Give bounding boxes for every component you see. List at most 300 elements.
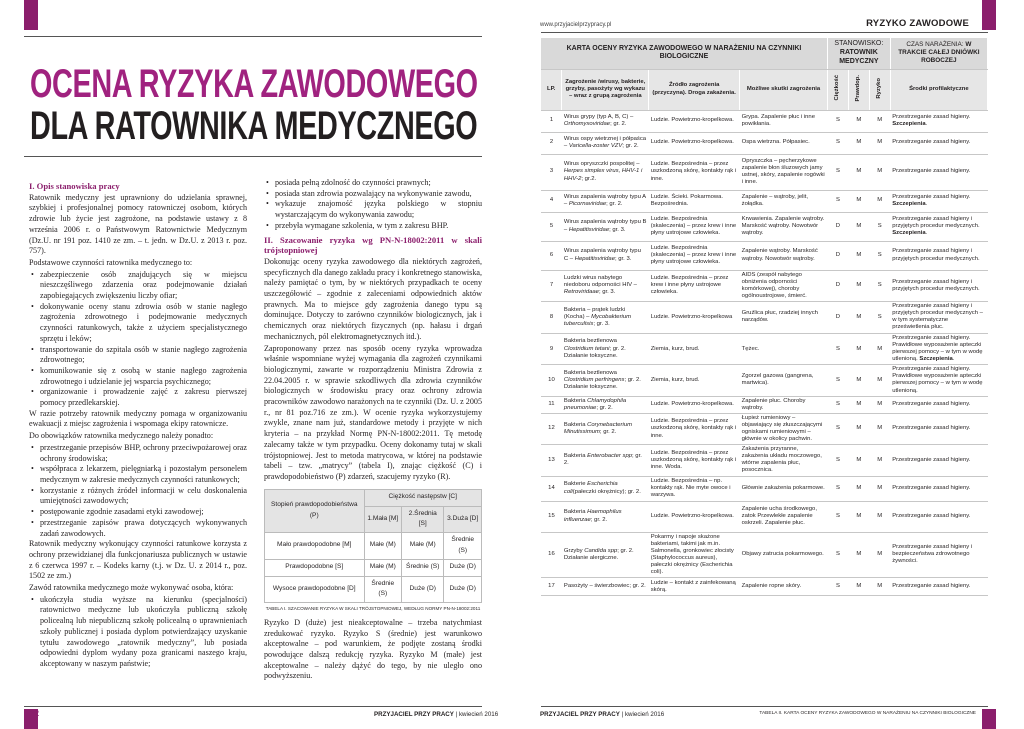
hazard-cell <box>562 396 649 413</box>
prevention-text: Przestrzeganie zasad higieny. Prawidłowe wyposażenie apteczki pierwszej pomocy – w tym w wodę utlenioną. <box>892 334 983 363</box>
probability-cell: M <box>848 578 869 596</box>
row-number: 5 <box>541 212 562 241</box>
risk-label: Ryzyko <box>876 77 883 99</box>
hazard-group: ; gr. 2. <box>563 453 642 467</box>
hazard-cell <box>562 212 649 241</box>
matrix-row-label: Mało prawdopodobne [M] <box>265 533 365 559</box>
matrix-cell: Małe (M) <box>402 533 444 559</box>
hazard-text: Bakteria <box>563 453 588 460</box>
col-head-lp: LP. <box>541 69 562 110</box>
effects-cell: Gruźlica płuc, rzadziej innych narządów. <box>740 301 828 333</box>
prevention-text: Przestrzeganie zasad higieny. <box>892 168 971 175</box>
source-cell: Ludzie. Bezpośrednia (skaleczenia) – przez krew i inne płyny ustrojowe człowieka. <box>649 241 740 270</box>
website-url: www.przyjacielprzypracy.pl <box>540 22 612 28</box>
text-column-2 <box>264 178 482 703</box>
source-cell: Ludzie. Powietrzno-kropelkowa. <box>649 501 740 532</box>
bullet-item: • komunikowanie się z osobą w stanie nagłego zagrożenia zdrowotnego i udzielanie jej wsparcia psychicznego; <box>29 366 247 387</box>
risk-cell: M <box>869 396 890 413</box>
footer-magazine: PRZYJACIEL PRZY PRACY <box>540 711 620 718</box>
table-row <box>541 270 988 301</box>
hazard-text: Wirus zapalenia wątroby typu A – <box>563 193 646 207</box>
hazard-group: ; gr. 2. <box>606 201 623 207</box>
severity-cell: S <box>827 132 848 154</box>
hazard-species: Mycobakterium tuberculisis <box>563 313 632 327</box>
matrix-col-head: 1.Mała [M] <box>364 506 402 532</box>
matrix-col-head: 2.Średnia [S] <box>402 506 444 532</box>
matrix-cell: Średnie (S) <box>364 576 402 602</box>
source-cell: Ludzie. Bezpośrednia – przez uszkodzoną skórę, kontakty rąk i inne. Woda. <box>649 445 740 476</box>
hazard-group: ; gr. 2. <box>610 121 627 127</box>
effects-cell: Tężec. <box>740 333 828 364</box>
hazard-cell <box>562 241 649 270</box>
prevention-emphasis: Szczepienia <box>892 230 926 237</box>
severity-cell: S <box>827 445 848 476</box>
probability-cell: M <box>848 132 869 154</box>
table-row <box>541 190 988 212</box>
body-paragraph: Zaproponowany przez nas sposób oceny ryzyka wprowadza właśnie wspomniane wyżej wymagania dla zagrożeń czynnikami biologicznymi, zawarte w rozporządzeniu Ministra Zdrowia z 22.04.2005 r. w sprawie szkodliwych dla zdrowia czynników biologicznych w środowisku pracy oraz ochrony zdrowia pracowników zawodowo narażonych na te czynniki (Dz. U. z 2005 r., nr 81 poz.716 ze zm.). W ocenie ryzyka wykorzystujemy zwykle, znane nam już, standardowe metody i przyjęte w nich kryteria – na przykład Normę PN-N-18002:2011. Tę metodę zalecamy także w tym przypadku. Oceny dokonamy tutaj w skali trójstopniowej. Jest to metoda matrycowa, w której na podstawie tabeli – tzw. „matrycy” (tabela I), znając ciężkość (C) i prawdopodobieństwo (P) zdarzeń, szacujemy ryzyko (R). <box>264 343 482 481</box>
hazard-species: Chlamydophila pneumoniae <box>563 397 627 411</box>
risk-cell: M <box>869 445 890 476</box>
probability-cell: M <box>848 365 869 396</box>
probability-cell: M <box>848 532 869 578</box>
risk-cell: M <box>869 532 890 578</box>
row-number: 6 <box>541 241 562 270</box>
prevention-cell <box>890 396 987 413</box>
severity-label: Ciężkość <box>834 75 841 101</box>
risk-cell: S <box>869 270 890 301</box>
hazard-group: (pałeczki okrężnicy); gr. 2. <box>572 488 641 495</box>
text-column-1 <box>29 178 247 703</box>
hazard-text: Bakteria <box>563 421 588 428</box>
hazard-species: Herpes simplex virus, HHV-1 i HHV-2 <box>563 168 643 182</box>
risk-cell: S <box>869 241 890 270</box>
hazard-group: ; gr. 2. <box>590 516 608 523</box>
effects-cell: Opryszczka – pęcherzykowe zapalenie błon śluzowych jamy ustnej, skóry, zapalenie rogówki i inne. <box>740 154 828 190</box>
matrix-head-probability: Stopień prawdopodobieństwa (P) <box>265 489 365 532</box>
prevention-text: Przestrzeganie zasad higieny. <box>892 113 971 120</box>
prevention-text: Przestrzeganie zasad higieny i przyjętych procedur medycznych. <box>892 248 980 262</box>
table-row <box>541 396 988 413</box>
hazard-cell <box>562 532 649 578</box>
effects-cell: Zapalenie ropne skóry. <box>740 578 828 596</box>
row-number: 13 <box>541 445 562 476</box>
prevention-cell <box>890 445 987 476</box>
source-cell: Ludzie – kontakt z zainfekowaną skórą. <box>649 578 740 596</box>
effects-cell: Zapalenie płuc. Choroby wątroby. <box>740 396 828 413</box>
table-row <box>541 532 988 578</box>
hazard-text: Bakterie <box>563 481 588 488</box>
col-head-effects: Możliwe skutki zagrożenia <box>740 69 828 110</box>
article-title-line-1: OCENA RYZYKA ZAWODOWEGO <box>30 62 478 106</box>
right-page <box>512 0 1024 729</box>
body-paragraph: Podstawowe czynności ratownika medycznego to: <box>29 257 193 267</box>
row-number: 8 <box>541 301 562 333</box>
prevention-tail: . <box>925 230 928 237</box>
col-head-probability <box>848 69 869 110</box>
prevention-cell <box>890 501 987 532</box>
prevention-text: Przestrzeganie zasad higieny i przyjętych procedur medycznych. <box>892 278 980 292</box>
matrix-cell: Średnie (S) <box>444 533 482 559</box>
severity-cell: S <box>827 501 848 532</box>
table-row <box>541 241 988 270</box>
severity-cell: D <box>827 301 848 333</box>
prevention-cell <box>890 301 987 333</box>
severity-cell: S <box>827 578 848 596</box>
prevention-cell <box>890 212 987 241</box>
row-number: 16 <box>541 532 562 578</box>
source-cell: Pokarmy i napoje skażone bakteriami, takimi jak m.in. Salmonella, gronkowiec złocisty (Staphylococcus aureus), pałeczki okrężnicy (Escherichia coli). <box>649 532 740 578</box>
severity-cell: S <box>827 154 848 190</box>
prevention-text: Przestrzeganie zasad higieny. <box>892 583 971 590</box>
severity-cell: D <box>827 270 848 301</box>
hazard-group: ; gr. 2. <box>622 143 639 149</box>
risk-cell: M <box>869 110 890 132</box>
body-paragraph: Dokonując oceny ryzyka zawodowego dla niektórych zagrożeń, specyficznych dla danego zakładu pracy i konkretnego stanowiska, należy pamiętać o tym, by w niektórych przypadkach te oceny uszczegółowić – zgodnie z zaleceniami odpowiednich aktów prawnych. Ma to miejsce gdy zagrożenia danego typu są dominujące. Dotyczy to zarówno czynników biologicznych, jak i chemicznych oraz niektórych fizycznych (np. hałasu i drgań mechanicznych, pól elektromagnetycznych itd.). <box>264 256 482 341</box>
exposure-cell <box>890 38 987 69</box>
hazard-cell <box>562 270 649 301</box>
bullet-item: • przestrzeganie przepisów BHP, ochrony przeciwpożarowej oraz ochrony środowiska; <box>29 443 247 464</box>
prevention-text: Przestrzeganie zasad higieny. <box>892 425 971 432</box>
bullet-item: • posiada stan zdrowia pozwalający na wykonywanie zawodu, <box>264 189 482 200</box>
table-row <box>541 110 988 132</box>
hazard-group: ; gr. 2. Działanie alergiczne. <box>563 547 634 561</box>
matrix-row-label: Prawdopodobne [S] <box>265 559 365 576</box>
table-row <box>541 578 988 596</box>
severity-cell: S <box>827 396 848 413</box>
prevention-text: Przestrzeganie zasad higieny. <box>892 193 971 200</box>
effects-cell: Łupież rumieniowy – objawiający się złuszczającymi ogniskami rumieniowymi – głównie w okolicy pachwin. <box>740 413 828 444</box>
hazard-text: Pasożyty – świerzbowiec; gr. 2. <box>563 583 646 590</box>
footer-rule <box>541 706 988 707</box>
source-cell: Ludzie. Bezpośrednia – przez uszkodzoną skórę, kontakty rąk i inne. <box>649 154 740 190</box>
hazard-species: Clostridium perfringens <box>563 376 625 383</box>
table-row <box>541 154 988 190</box>
effects-cell: Zgorzel gazowa (gangrena, martwica). <box>740 365 828 396</box>
severity-cell: D <box>827 212 848 241</box>
table-row <box>541 365 988 396</box>
prevention-cell <box>890 365 987 396</box>
probability-cell: M <box>848 413 869 444</box>
bullet-item: • zabezpieczenie osób znajdujących się w miejscu nieszczęśliwego zdarzenia oraz podejmowanie działań zapobiegających zwiększeniu liczby ofiar; <box>29 270 247 302</box>
hazard-group: ; gr. 3. <box>598 289 616 296</box>
footer-rule <box>24 706 482 707</box>
effects-cell: Głównie zakażenia pokarmowe. <box>740 476 828 501</box>
bullet-item: • korzystanie z różnych źródeł informacji w celu doskonalenia umiejętności zawodowych; <box>29 486 247 507</box>
prevention-cell <box>890 190 987 212</box>
hazard-species: Haemophilus influenzae <box>563 509 622 523</box>
hazard-text: Bakteria – prątek ludzki (Kocha) – <box>563 306 626 320</box>
matrix-row-label: Wysoce prawdopodobne [D] <box>265 576 365 602</box>
bullet-item: • wykazuje znajomość języka polskiego w stopniu wystarczającym do wykonywania zawodu; <box>264 199 482 220</box>
hazard-species: Retroviridaae <box>563 289 599 296</box>
table-row <box>541 212 988 241</box>
bullet-item: • ukończyła studia wyższe na kierunku (specjalności) ratownictwo medyczne lub ukończyła publiczną szkołę policealną lub niepubliczną szkołę policealną o uprawnieniach szkoły publicznej i posiada dyplom potwierdzający uzyskanie tytułu zawodowego „ratownik medyczny”, lub posiada odpowiedni dyplom wydany poza granicami naszego kraju, akceptowany w naszym państwie; <box>29 595 247 670</box>
risk-cell: M <box>869 476 890 501</box>
hazard-text: Ludzki wirus nabytego niedoboru odporności HIV – <box>563 275 637 289</box>
effects-cell: Zakażenia przyranne, zakażenia układu moczowego, wtórne zapalenia płuc, posocznica. <box>740 445 828 476</box>
severity-cell: D <box>827 241 848 270</box>
page-number: 33 <box>987 709 996 718</box>
effects-cell: Grypa. Zapalenie płuc i inne powikłania. <box>740 110 828 132</box>
risk-levels-paragraph: Ryzyko D (duże) jest nieakceptowalne – trzeba natychmiast zredukować ryzyko. Ryzyko S (średnie) jest warunkowo akceptowalne – pod warunkiem, że podjęte zostaną środki powodujące dalszą redukcję ryzyka. Ryzyko M (małe) jest akceptowalne – należy dążyć do tego, by nie uległo ono podwyższeniu. <box>264 617 482 681</box>
risk-cell: M <box>869 413 890 444</box>
severity-cell: S <box>827 333 848 364</box>
hazard-cell <box>562 365 649 396</box>
bullet-item: • posiada pełną zdolność do czynności prawnych; <box>264 178 482 189</box>
table-row <box>541 476 988 501</box>
page-number: 32 <box>30 709 39 718</box>
prevention-text: Przestrzeganie zasad higieny i bezpieczeństwa zdrowotnego żywności. <box>892 544 973 565</box>
table-row <box>541 333 988 364</box>
row-number: 10 <box>541 365 562 396</box>
effects-cell: Zapalenie – wątroby, jelit, żołądka. <box>740 190 828 212</box>
hazard-text: Wirus zapalenia wątroby typu C – <box>563 248 641 262</box>
title-rule <box>24 156 482 157</box>
prevention-text: Przestrzeganie zasad higieny i przyjętych procedur medycznych – w tym systematyczne prześwietlenia płuc. <box>892 303 983 331</box>
prevention-text: Przestrzeganie zasad higieny. <box>892 139 971 146</box>
risk-cell: M <box>869 154 890 190</box>
hazard-species: Enterobacter spp <box>587 453 633 460</box>
severity-cell: S <box>827 110 848 132</box>
risk-assessment-card <box>541 38 988 596</box>
hazard-cell <box>562 154 649 190</box>
col-head-severity <box>827 69 848 110</box>
prevention-emphasis: Szczepienia <box>892 201 926 207</box>
hazard-text: Wirus zapalenia wątroby typu B – <box>563 219 647 233</box>
hazard-text: Wirus opryszczki pospolitej – <box>563 161 640 168</box>
hazard-species: Clostridium tetani <box>563 345 610 352</box>
prevention-tail: . <box>952 356 955 363</box>
prevention-cell <box>890 270 987 301</box>
post-label: STANOWISKO: <box>834 40 884 48</box>
source-cell: Ludzie. Bezpośrednia – przez uszkodzoną skórę, kontakty rąk i inne. <box>649 413 740 444</box>
col-head-source: Źródło zagrożenia (przyczyna). Droga zakażenia. <box>649 69 740 110</box>
source-cell: Ludzie. Powietrzno-kropelkowa <box>649 301 740 333</box>
risk-cell: S <box>869 301 890 333</box>
hazard-cell <box>562 110 649 132</box>
bullet-list <box>29 270 247 409</box>
prevention-emphasis: Szczepienia <box>892 121 926 127</box>
hazard-species: Varicella-zoster VZV <box>568 143 623 149</box>
source-cell: Ludzie. Bezpośrednia (skaleczenia) – przez krew i inne płyny ustrojowe człowieka. <box>649 212 740 241</box>
row-number: 14 <box>541 476 562 501</box>
matrix-head-severity: Ciężkość następstw [C] <box>364 489 482 506</box>
hazard-group: ; gr. 2. Działanie toksyczne. <box>563 345 626 359</box>
section-heading: II. Szacowanie ryzyka wg PN-N-18002:2011 w skali trójstopniowej <box>264 234 482 256</box>
body-paragraph: Ratownik medyczny wykonujący czynności ratunkowe korzysta z ochrony przewidzianej dla funkcjonariusza publicznych w ustawie z 6 czerwca 1997 r. – Kodeks karny (t.j. w Dz. U. z 2014 r., poz. 1502 ze zm.) <box>29 539 247 581</box>
matrix-caption: TABELA I. SZACOWANIE RYZYKA W SKALI TRÓJSTOPNIOWEJ, WEDŁUG NORMY PN-N-18002:2011 <box>265 605 481 611</box>
effects-cell: Ospa wietrzna. Półpasiec. <box>740 132 828 154</box>
prevention-text: Przestrzeganie zasad higieny. <box>892 513 971 520</box>
matrix-cell: Średnie (S) <box>402 559 444 576</box>
bullet-item: • postępowanie zgodnie zasadami etyki zawodowej; <box>29 507 247 518</box>
matrix-cell: Duże (D) <box>402 576 444 602</box>
prevention-cell <box>890 532 987 578</box>
bullet-item: • transportowanie do szpitala osób w stanie nagłego zagrożenia zdrowotnego; <box>29 345 247 366</box>
matrix-col-head: 3.Duża [D] <box>444 506 482 532</box>
row-number: 3 <box>541 154 562 190</box>
table-row <box>541 501 988 532</box>
prevention-cell <box>890 154 987 190</box>
body-paragraph: Ratownik medyczny jest uprawniony do udzielania sprawnej, szybkiej i profesjonalnej pomocy ratowniczej osobom, których zdrowie lub życie jest zagrożone, na podstawie ustawy z 8 września 2006 r. o Państwowym Ratownictwie Medycznym (Dz.U. nr 191 poz. 1410 ze zm. – t. jedn. w Dz.U. z 2013 r. poz. 757). <box>29 192 247 256</box>
row-number: 12 <box>541 413 562 444</box>
risk-cell: M <box>869 578 890 596</box>
bullet-list <box>264 178 482 232</box>
bullet-list <box>29 443 247 539</box>
prevention-tail: . <box>925 201 928 207</box>
risk-cell: M <box>869 365 890 396</box>
hazard-text: Grzyby <box>563 547 585 554</box>
row-number: 7 <box>541 270 562 301</box>
bullet-list <box>29 595 247 670</box>
bullet-item: • współpraca z lekarzem, pielęgniarką i pozostałym personelem medycznym w zakresie medycznych czynności ratunkowych; <box>29 464 247 485</box>
risk-cell: M <box>869 501 890 532</box>
prevention-emphasis: Szczepienia <box>919 356 953 363</box>
severity-cell: S <box>827 532 848 578</box>
probability-cell: M <box>848 270 869 301</box>
hazard-cell <box>562 333 649 364</box>
probability-cell: M <box>848 190 869 212</box>
row-number: 9 <box>541 333 562 364</box>
table-row <box>541 445 988 476</box>
footer: PRZYJACIEL PRZY PRACY | kwiecień 2016 <box>374 711 499 718</box>
col-head-prevention: Środki profilaktyczne <box>890 69 987 110</box>
probability-cell: M <box>848 301 869 333</box>
prevention-cell <box>890 333 987 364</box>
hazard-group: ; gr.2. <box>581 175 597 182</box>
prevention-text: Przestrzeganie zasad higieny. <box>892 485 971 492</box>
severity-cell: S <box>827 413 848 444</box>
bullet-item: • organizowanie i prowadzenie zajęć z zakresu pierwszej pomocy przedlekarskiej. <box>29 387 247 408</box>
probability-cell: M <box>848 501 869 532</box>
hazard-group: ; gr. 2. <box>596 404 613 411</box>
severity-cell: S <box>827 190 848 212</box>
page-tab-marker <box>24 0 38 30</box>
exposure-label: CZAS NARAŻENIA: <box>906 41 964 49</box>
hazard-text: Bakteria <box>563 509 588 516</box>
hazard-group: ; gr. 3. <box>609 226 626 233</box>
col-head-risk <box>869 69 890 110</box>
row-number: 2 <box>541 132 562 154</box>
footer-date: kwiecień 2016 <box>624 711 665 718</box>
top-rule <box>541 32 988 33</box>
hazard-text: Bakteria beztlenowa <box>563 338 617 345</box>
source-cell: Ludzie. Powietrzno-kropelkowa. <box>649 110 740 132</box>
post-cell <box>827 38 890 69</box>
hazard-group: ; gr. 3. <box>593 320 610 327</box>
probability-cell: M <box>848 333 869 364</box>
effects-cell: Zapalenie ucha środkowego, zatok Przewlekłe zapalenie oskrzeli. Zapalenie płuc. <box>740 501 828 532</box>
probability-label: Prawdop. <box>855 74 862 102</box>
probability-cell: M <box>848 110 869 132</box>
prevention-cell <box>890 578 987 596</box>
prevention-text: Przestrzeganie zasad higieny i przyjętych procedur medycznych. <box>892 215 980 229</box>
prevention-cell <box>890 476 987 501</box>
footer-date: kwiecień 2016 <box>458 711 499 718</box>
risk-cell: M <box>869 132 890 154</box>
source-cell: Ludzie. Ścieki. Pokarmowa. Bezpośrednia. <box>649 190 740 212</box>
top-rule <box>24 36 482 37</box>
hazard-cell <box>562 301 649 333</box>
hazard-species: Hepatitisviridae <box>574 255 615 262</box>
table-row <box>541 301 988 333</box>
body-paragraph: Zawód ratownika medycznego może wykonywać osoba, która: <box>29 583 234 593</box>
prevention-cell <box>890 110 987 132</box>
hazard-species: Orthomyxoviridae <box>563 121 611 127</box>
severity-cell: S <box>827 476 848 501</box>
hazard-cell <box>562 445 649 476</box>
hazard-species: Escherichia coli <box>563 481 618 495</box>
footer: PRZYJACIEL PRZY PRACY | kwiecień 2016 <box>540 711 665 718</box>
risk-cell: M <box>869 190 890 212</box>
col-head-hazard: Zagrożenie /wirusy, bakterie, grzyby, pasożyty wg wykazu – wraz z grupą zagrożenia <box>562 69 649 110</box>
source-cell: Ziemia, kurz, brud. <box>649 365 740 396</box>
hazard-group: ; gr. 3. <box>615 255 632 262</box>
source-cell: Ludzie. Powietrzno-kropelkowa. <box>649 132 740 154</box>
hazard-text: Bakteria beztlenowa <box>563 369 617 376</box>
table-caption: TABELA II. KARTA OCENY RYZYKA ZAWODOWEGO W NARAŻENIU NA CZYNNIKI BIOLOGICZNE <box>759 711 976 716</box>
matrix-cell: Małe (M) <box>364 559 402 576</box>
hazard-species: Corynebacterium Minutissimum <box>563 421 633 435</box>
effects-cell: AIDS (zespół nabytego obniżenia odporności komórkowej), choroby ogólnoustrojowe, śmierć. <box>740 270 828 301</box>
table-row <box>541 132 988 154</box>
card-title: KARTA OCENY RYZYKA ZAWODOWEGO W NARAŻENIU NA CZYNNIKI BIOLOGICZNE <box>541 38 827 69</box>
post-value: RATOWNIK MEDYCZNY <box>839 48 879 65</box>
section-title: RYZYKO ZAWODOWE <box>866 18 969 29</box>
risk-cell: M <box>869 333 890 364</box>
table-row <box>541 413 988 444</box>
hazard-text: Bakteria <box>563 397 588 404</box>
effects-cell: Zapalenie wątroby. Marskość wątroby. Nowotwór wątroby. <box>740 241 828 270</box>
bullet-item: • przestrzeganie zapisów prawa dotyczących wykonywanych zadań zawodowych. <box>29 518 247 539</box>
risk-cell: S <box>869 212 890 241</box>
prevention-cell <box>890 241 987 270</box>
row-number: 15 <box>541 501 562 532</box>
effects-cell: Krwawienia. Zapalenie wątroby. Marskość wątroby. Nowotwór wątroby. <box>740 212 828 241</box>
hazard-species: Hepatitisviridae <box>568 226 610 233</box>
effects-cell: Objawy zatrucia pokarmowego. <box>740 532 828 578</box>
hazard-cell <box>562 476 649 501</box>
hazard-species: Candida spp <box>584 547 618 554</box>
row-number: 17 <box>541 578 562 596</box>
severity-cell: S <box>827 365 848 396</box>
source-cell: Ludzie. Bezpośrednia – np. kontakty rąk. Nie myte owoce i warzywa. <box>649 476 740 501</box>
footer-magazine: PRZYJACIEL PRZY PRACY <box>374 711 454 718</box>
probability-cell: M <box>848 445 869 476</box>
hazard-text: Wirus grypy (typ A, B, C) – <box>563 113 634 120</box>
risk-matrix-table <box>264 489 482 603</box>
probability-cell: M <box>848 154 869 190</box>
probability-cell: M <box>848 241 869 270</box>
body-paragraph: W razie potrzeby ratownik medyczny pomaga w organizowaniu ewakuacji z miejsc zagrożenia i wspomaga ekipy ratownicze. <box>29 408 247 429</box>
source-cell: Ludzie. Powietrzno-kropelkowa. <box>649 396 740 413</box>
row-number: 11 <box>541 396 562 413</box>
hazard-cell <box>562 578 649 596</box>
hazard-cell <box>562 132 649 154</box>
hazard-cell <box>562 501 649 532</box>
source-cell: Ludzie. Bezpośrednia – przez krew i inne płyny ustrojowe człowieka. <box>649 270 740 301</box>
row-number: 4 <box>541 190 562 212</box>
prevention-text: Przestrzeganie zasad higieny. Prawidłowe wyposażenie apteczki pierwszej pomocy – w tym w wodę utlenioną. <box>892 366 983 394</box>
hazard-species: Picornaviridae <box>568 201 607 207</box>
body-paragraph: Do obowiązków ratownika medycznego należy ponadto: <box>29 431 214 441</box>
exposure-value: W TRAKCIE CAŁEJ DNIÓWKI ROBOCZEJ <box>898 41 980 65</box>
article-title-line-2: DLA RATOWNIKA MEDYCZNEGO <box>30 104 478 148</box>
matrix-cell: Małe (M) <box>364 533 402 559</box>
matrix-cell: Duże (D) <box>444 559 482 576</box>
probability-cell: M <box>848 476 869 501</box>
prevention-text: Przestrzeganie zasad higieny. <box>892 456 971 463</box>
